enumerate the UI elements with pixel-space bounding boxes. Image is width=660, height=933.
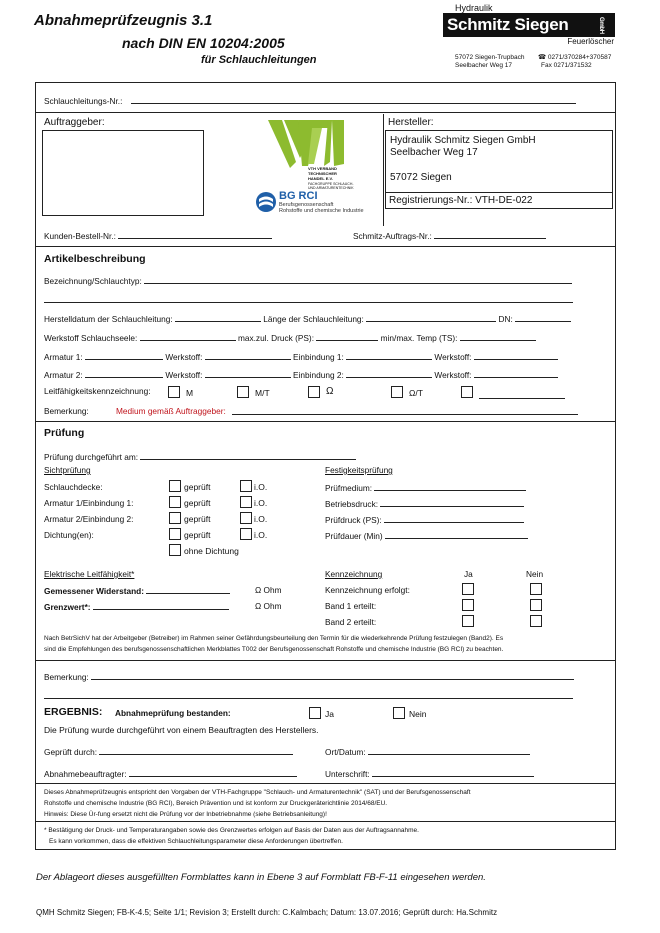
storage-note: Der Ablageort dieses ausgefüllten Formblattes kann in Ebene 3 auf Formblatt FB-F-11 eingesehen werden. (36, 872, 486, 883)
fitting1-ok-checkbox[interactable] (240, 496, 252, 508)
conductivity-mt-checkbox[interactable] (237, 386, 249, 398)
divider (35, 246, 615, 247)
marking-done-yes-checkbox[interactable] (462, 583, 474, 595)
mfg-date-label: Herstelldatum der Schlauchleitung: (44, 314, 173, 324)
article-heading: Artikelbeschreibung (44, 253, 146, 265)
conductivity-other-field[interactable] (479, 390, 565, 399)
binding2-material-label: Werkstoff: (434, 370, 472, 380)
reg-no: Registrierungs-Nr.: VTH-DE-022 (385, 192, 613, 209)
seals-checked-label: geprüft (184, 530, 211, 540)
seals-label: Dichtung(en): (44, 530, 94, 540)
brand-sub: Feuerlöscher (567, 37, 614, 46)
result-yes-label: Ja (325, 709, 334, 719)
maker-name: Hydraulik Schmitz Siegen GmbH (390, 135, 536, 146)
conductivity-m-checkbox[interactable] (168, 386, 180, 398)
brand-name: Schmitz Siegen (447, 15, 569, 34)
measured-ohm-unit: Ω Ohm (255, 585, 282, 595)
test-note-line2: sind die Empfehlungen des berufsgenossenschaftlichen Merkblattes T002 der Berufsgenossenschaft Rohstoffe und chemische Industrie (BG RCI) zu beachten. (44, 646, 504, 653)
brand-address (455, 54, 525, 70)
divider (35, 112, 615, 113)
fitting1-field[interactable] (85, 351, 163, 360)
limit-value-row (44, 601, 229, 612)
fitting1-ok-label: i.O. (254, 498, 268, 508)
test-duration-label: Prüfdauer (Min) (325, 531, 383, 541)
test-note-line1: Nach BetrSichV hat der Arbeitgeber (Betreiber) im Rahmen seiner Gefährdungsbeurteilung den Termin für die wiederkehrende Prüfung festzulegen (Band2). Es (44, 635, 504, 642)
customer-order-field[interactable] (118, 230, 272, 239)
band1-yes-checkbox[interactable] (462, 599, 474, 611)
conformity-line3: Hinweis: Diese Ür-fung ersetzt nicht die Prüfung vor der Inbetriebnahme (siehe Betriebsanleitung)! (44, 811, 327, 818)
place-date-field[interactable] (368, 746, 530, 755)
marking-no-header: Nein (526, 569, 544, 579)
test-medium-label: Prüfmedium: (325, 483, 373, 493)
designation-label: Bezeichnung/Schlauchtyp: (44, 276, 142, 286)
footnote-line1: * Bestätigung der Druck- und Temperaturangaben sowie des Grenzwertes erfolgen auf Basis der Daten aus der Auftragsannahme. (44, 827, 419, 834)
fitting2-checked-checkbox[interactable] (169, 512, 181, 524)
limit-value-field[interactable] (93, 601, 229, 610)
article-remark-value: Medium gemäß Auftraggeber: (116, 406, 226, 416)
customer-order-label: Kunden-Bestell-Nr.: (44, 231, 116, 241)
conductivity-omegat-label: Ω/T (409, 388, 423, 398)
band2-no-checkbox[interactable] (530, 615, 542, 627)
fitting2-row (44, 369, 558, 380)
limit-ohm-unit: Ω Ohm (255, 601, 282, 611)
fitting2-ok-label: i.O. (254, 514, 268, 524)
brand-contact (538, 54, 611, 70)
temp-label: min/max. Temp (TS): (380, 333, 458, 343)
customer-order-row (44, 230, 272, 241)
fitting2-material-field[interactable] (205, 369, 291, 378)
performed-by-text: Die Prüfung wurde durchgeführt von einem Beauftragten des Herstellers. (44, 725, 319, 735)
dn-field[interactable] (515, 313, 571, 322)
hose-cover-ok-checkbox[interactable] (240, 480, 252, 492)
seals-checked-checkbox[interactable] (169, 528, 181, 540)
fitting1-material-field[interactable] (205, 351, 291, 360)
fitting2-material-label: Werkstoff: (165, 370, 203, 380)
fitting1-row (44, 351, 558, 362)
bgrci-icon (255, 191, 277, 213)
divider (35, 660, 615, 661)
max-pressure-label: max.zul. Druck (PS): (237, 333, 315, 343)
schmitz-order-field[interactable] (434, 230, 546, 239)
result-no-label: Nein (409, 709, 427, 719)
place-date-label: Ort/Datum: (325, 747, 366, 757)
no-seal-checkbox[interactable] (169, 544, 181, 556)
result-remark-row (44, 671, 574, 682)
result-text: Abnahmeprüfung bestanden: (115, 708, 231, 718)
fitting2-binding-label: Armatur 2/Einbindung 2: (44, 514, 134, 524)
binding2-material-field[interactable] (474, 369, 558, 378)
client-label: Auftraggeber: (44, 117, 105, 128)
maker-city: 57072 Siegen (390, 172, 452, 183)
result-label: ERGEBNIS: (44, 706, 103, 718)
fitting1-checked-checkbox[interactable] (169, 496, 181, 508)
bgrci-sub1: Berufsgenossenschaft (279, 202, 334, 208)
client-field[interactable] (42, 130, 204, 216)
binding1-label: Einbindung 1: (293, 352, 344, 362)
performed-on-label: Prüfung durchgeführt am: (44, 452, 139, 462)
length-field[interactable] (366, 313, 496, 322)
test-pressure-label: Prüfdruck (PS): (325, 515, 382, 525)
strength-heading: Festigkeitsprüfung (325, 465, 393, 475)
conductivity-omega-checkbox[interactable] (308, 386, 320, 398)
result-remark-field-2[interactable] (44, 690, 573, 699)
result-yes-checkbox[interactable] (309, 707, 321, 719)
article-remark-label: Bemerkung: (44, 406, 89, 416)
designation-row (44, 275, 572, 286)
conductivity-other-checkbox[interactable] (461, 386, 473, 398)
doc-title-line3: für Schlauchleitungen (201, 54, 317, 66)
limit-value-label: Grenzwert*: (44, 602, 91, 612)
place-date-row (325, 746, 530, 757)
maker-street: Seelbacher Weg 17 (390, 147, 478, 158)
binding2-field[interactable] (346, 369, 432, 378)
designation-field-2[interactable] (44, 294, 573, 303)
conformity-line2: Rohstoffe und chemische Industrie (BG RCI), Bereich Prävention und ist konform zur Druckgeräterichtlinie 2014/68/EU. (44, 800, 388, 807)
measured-resistance-row (44, 585, 230, 596)
dn-label: DN: (498, 314, 513, 324)
fitting1-label: Armatur 1: (44, 352, 83, 362)
performed-on-field[interactable] (140, 451, 356, 460)
inspector-field[interactable] (129, 768, 297, 777)
divider (35, 421, 615, 422)
hose-cover-checked-checkbox[interactable] (169, 480, 181, 492)
signature-field[interactable] (372, 768, 534, 777)
binding1-material-field[interactable] (474, 351, 558, 360)
no-seal-label: ohne Dichtung (184, 546, 239, 556)
addr1: 57072 Siegen-Trupbach (455, 54, 525, 61)
marking-heading: Kennzeichnung (325, 569, 383, 579)
mfg-date-field[interactable] (175, 313, 261, 322)
test-medium-row (325, 482, 526, 493)
brand-gmbh: GmbH (598, 17, 604, 34)
test-duration-field[interactable] (385, 530, 528, 539)
hose-cover-ok-label: i.O. (254, 482, 268, 492)
mfg-row (44, 313, 571, 324)
fitting1-material-label: Werkstoff: (165, 352, 203, 362)
fitting2-checked-label: geprüft (184, 514, 211, 524)
conductivity-row (44, 386, 151, 396)
conformity-notes (44, 787, 471, 820)
fitting2-ok-checkbox[interactable] (240, 512, 252, 524)
doc-title-line2: nach DIN EN 10204:2005 (122, 35, 285, 51)
doc-title-line1: Abnahmeprüfzeugnis 3.1 (34, 12, 213, 29)
checked-by-field[interactable] (99, 746, 293, 755)
fitting2-field[interactable] (85, 369, 163, 378)
vth-text: VTH VERBAND TECHNISCHER HANDEL E.V. (308, 166, 337, 181)
article-remark-field[interactable] (232, 406, 578, 415)
conductivity-omegat-checkbox[interactable] (391, 386, 403, 398)
phone: ☎ 0271/370284+370587 (538, 54, 612, 61)
operating-pressure-field[interactable] (380, 498, 524, 507)
brand-top: Hydraulik (455, 3, 493, 13)
operating-pressure-row (325, 498, 524, 509)
material-hose-field[interactable] (140, 332, 236, 341)
fitting1-checked-label: geprüft (184, 498, 211, 508)
vth-logo (268, 118, 352, 198)
fax: Fax 0271/371532 (541, 62, 592, 69)
vth-logo-graphic (268, 118, 352, 170)
temp-field[interactable] (460, 332, 536, 341)
test-duration-row (325, 530, 528, 541)
band2-yes-checkbox[interactable] (462, 615, 474, 627)
test-heading: Prüfung (44, 427, 85, 439)
bgrci-name: BG RCI (279, 190, 318, 202)
result-remark-field[interactable] (91, 671, 574, 680)
footnote-line2: Es kann vorkommen, dass die effektiven Schlauchleitungsparameter diese Anforderungen übertreffen. (49, 838, 343, 845)
designation-field[interactable] (144, 275, 572, 284)
checked-by-label: Geprüft durch: (44, 747, 98, 757)
schmitz-order-row (353, 230, 546, 241)
vth-sub: FACHGRUPPE SCHLAUCH- UND ARMATURENTECHNIK (308, 182, 354, 191)
seals-ok-checkbox[interactable] (240, 528, 252, 540)
binding1-material-label: Werkstoff: (434, 352, 472, 362)
inspector-label: Abnahmebeauftragter: (44, 769, 127, 779)
length-label: Länge der Schlauchleitung: (263, 314, 364, 324)
marking-done-no-checkbox[interactable] (530, 583, 542, 595)
seals-ok-label: i.O. (254, 530, 268, 540)
brand-logo (443, 3, 618, 46)
bgrci-logo (255, 190, 383, 218)
material-row (44, 332, 536, 343)
checked-by-row (44, 746, 293, 757)
article-remark-row (44, 406, 89, 416)
signature-row (325, 768, 534, 779)
qmh-line: QMH Schmitz Siegen; FB-K-4.5; Seite 1/1; Revision 3; Erstellt durch: C.Kalmbach; Datum: 13.07.2016; Geprüft durch: Ha.Schmitz (36, 908, 498, 917)
inspector-row (44, 768, 297, 779)
footnote (44, 825, 419, 847)
elec-heading: Elektrische Leitfähigkeit* (44, 569, 135, 579)
marking-done-label: Kennzeichnung erfolgt: (325, 585, 410, 595)
performed-on-row (44, 451, 356, 462)
hose-no-row (44, 95, 576, 106)
result-remark-label: Bemerkung: (44, 672, 89, 682)
schmitz-order-label: Schmitz-Auftrags-Nr.: (353, 231, 432, 241)
visual-heading: Sichtprüfung (44, 465, 91, 475)
brand-name-box (443, 13, 615, 37)
maker-label: Hersteller: (388, 117, 434, 128)
test-pressure-row (325, 514, 524, 525)
test-pressure-field[interactable] (384, 514, 524, 523)
conductivity-label: Leitfähigkeitskennzeichnung: (44, 386, 151, 396)
test-medium-field[interactable] (374, 482, 526, 491)
binding1-field[interactable] (346, 351, 432, 360)
band1-label: Band 1 erteilt: (325, 601, 377, 611)
fitting1-binding-label: Armatur 1/Einbindung 1: (44, 498, 134, 508)
conductivity-omega-label: Ω (326, 386, 334, 397)
hose-no-label: Schlauchleitungs-Nr.: (44, 96, 123, 106)
result-no-checkbox[interactable] (393, 707, 405, 719)
test-note (44, 633, 503, 655)
binding2-label: Einbindung 2: (293, 370, 344, 380)
hose-cover-label: Schlauchdecke: (44, 482, 103, 492)
hose-cover-checked-label: geprüft (184, 482, 211, 492)
conformity-line1: Dieses Abnahmeprüfzeugnis entspricht den Vorgaben der VTH-Fachgruppe "Schlauch- und Armaturentechnik" (SAT) und der Berufsgenossenschaft (44, 789, 471, 796)
band2-label: Band 2 erteilt: (325, 617, 377, 627)
operating-pressure-label: Betriebsdruck: (325, 499, 379, 509)
signature-label: Unterschrift: (325, 769, 370, 779)
addr2: Seelbacher Weg 17 (455, 62, 512, 69)
measured-resistance-label: Gemessener Widerstand: (44, 586, 144, 596)
bgrci-sub2: Rohstoffe und chemische Industrie (279, 208, 364, 214)
material-hose-label: Werkstoff Schlauchseele: (44, 333, 138, 343)
max-pressure-field[interactable] (316, 332, 378, 341)
fitting2-label: Armatur 2: (44, 370, 83, 380)
measured-resistance-field[interactable] (146, 585, 230, 594)
conductivity-mt-label: M/T (255, 388, 270, 398)
divider (35, 821, 615, 822)
band1-no-checkbox[interactable] (530, 599, 542, 611)
marking-yes-header: Ja (464, 569, 473, 579)
conductivity-m-label: M (186, 388, 194, 398)
hose-no-field[interactable] (131, 95, 576, 104)
divider (35, 783, 615, 784)
